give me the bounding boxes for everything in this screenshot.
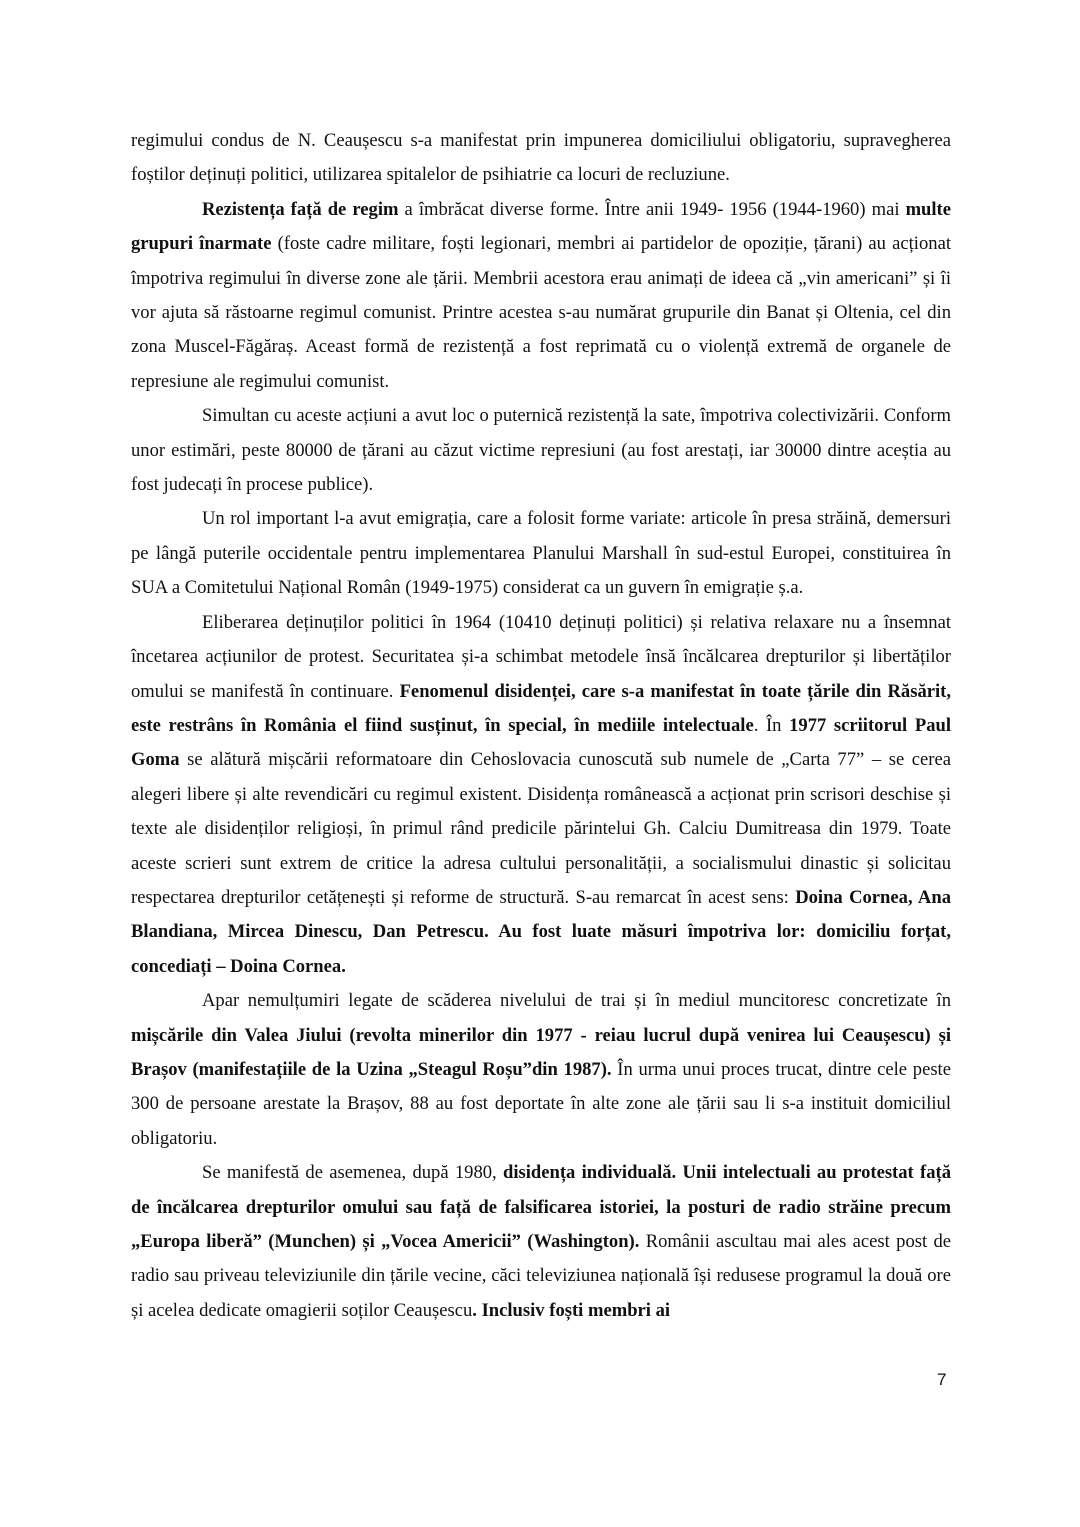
document-page	[131, 124, 951, 1328]
text-run: Românii ascultau mai ales acest post de radio sau priveau televiziunile din țările vecine, căci televiziunea națională își redusese programul la două ore și acelea dedicate omagierii soților Ceaușescu	[131, 1231, 951, 1321]
text-run: a îmbrăcat diverse forme. Între anii 1949- 1956 (1944-1960) mai	[398, 198, 906, 220]
paragraph-regime-measures	[131, 124, 951, 193]
text-run: (foste cadre militare, foști legionari, membri ai partidelor de opoziție, țărani) au acționat împotriva regimului în diverse zone ale țării. Membrii acestora erau animați de ideea că „vin americani” și îi vor ajuta să răstoarne regimul comunist. Printre acestea s-au numărat grupurile din Banat și Oltenia, cel din zona Muscel-Făgăraș. Aceast formă de rezistență a fost reprimată cu o violență extremă de organele de represiune ale regimului comunist.	[131, 233, 951, 392]
text-run-bold: Rezistența față de regim	[202, 198, 399, 220]
paragraph-armed-resistance	[131, 193, 951, 399]
text-run-bold: disidența individuală. Unii intelectuali au protestat față de încălcarea drepturilor omului sau față de falsificarea istoriei, la posturi de radio străine precum „Europa liberă” (Munchen) și „Vocea Americii” (Washington).	[131, 1162, 951, 1252]
text-run-bold: Doina Cornea, Ana Blandiana, Mircea Dinescu, Dan Petrescu. Au fost luate măsuri împotriva lor: domiciliu forțat, concediați – Doina Cornea.	[131, 886, 951, 977]
paragraph-village-resistance	[131, 399, 951, 502]
text-run-bold: 1977 scriitorul Paul Goma	[131, 714, 952, 771]
text-run: . În	[753, 714, 790, 736]
paragraph-dissidence	[131, 606, 951, 984]
paragraph-worker-protests	[131, 984, 951, 1156]
text-run-bold: mișcările din Valea Jiului (revolta minerilor din 1977 - reiau lucrul după venirea lui Ceaușescu) și Brașov (manifestațiile de la Uzina „Steagul Roșu”din 1987).	[131, 1024, 951, 1080]
text-run: Simultan cu aceste acțiuni a avut loc o puternică rezistență la sate, împotriva colectivizării. Conform unor estimări, peste 80000 de țărani au căzut victime represiuni (au fost arestați, iar 30000 dintre aceștia au fost judecați în procese publice).	[131, 405, 951, 496]
text-run: regimului condus de N. Ceaușescu s-a manifestat prin impunerea domiciliului obligatoriu, supravegherea foștilor deținuți politici, utilizarea spitalelor de psihiatrie ca locuri de recluziune.	[131, 130, 951, 186]
text-run: În urma unui proces trucat, dintre cele peste 300 de persoane arestate la Brașov, 88 au fost deportate în alte zone ale țării sau li s-a instituit domiciliul obligatoriu.	[131, 1058, 951, 1149]
text-run-bold: multe grupuri înarmate	[131, 198, 952, 255]
text-run-bold: . Inclusiv foști membri ai	[472, 1299, 671, 1321]
text-run: Se manifestă de asemenea, după 1980,	[202, 1162, 503, 1184]
text-run: Apar nemulțumiri legate de scăderea nivelului de trai și în mediul muncitoresc concretizate în	[202, 990, 951, 1012]
paragraph-emigration	[131, 502, 951, 605]
text-run: se alătură mișcării reformatoare din Cehoslovacia cunoscută sub numele de „Carta 77” – se cerea alegeri libere și alte revendicări cu regimul existent. Disidența românească a acționat prin scrisori deschise și texte ale disidenților religioși, în primul rând predicile părintelui Gh. Calciu Dumitreasa din 1979. Toate aceste scrieri sunt extrem de critice la adresa cultului personalității, a socialismului dinastic și solicitau respectarea drepturilor cetățenești și reforme de structură. S-au remarcat în acest sens:	[131, 749, 951, 908]
text-run: Un rol important l-a avut emigrația, care a folosit forme variate: articole în presa străină, demersuri pe lângă puterile occidentale pentru implementarea Planului Marshall în sud-estul Europei, constituirea în SUA a Comitetului Național Român (1949-1975) considerat ca un guvern în emigrație ș.a.	[131, 508, 951, 599]
text-run-bold: Fenomenul disidenței, care s-a manifestat în toate țările din Răsărit, este restrâns în România el fiind susținut, în special, în mediile intelectuale	[131, 680, 951, 736]
page-number: 7	[937, 1370, 947, 1389]
paragraph-individual-dissidence	[131, 1156, 951, 1328]
text-run: Eliberarea deținuților politici în 1964 (10410 deținuți politici) și relativa relaxare nu a însemnat încetarea acțiunilor de protest. Securitatea și-a schimbat metodele însă încălcarea drepturilor și libertăților omului se manifestă în continuare.	[131, 611, 951, 702]
